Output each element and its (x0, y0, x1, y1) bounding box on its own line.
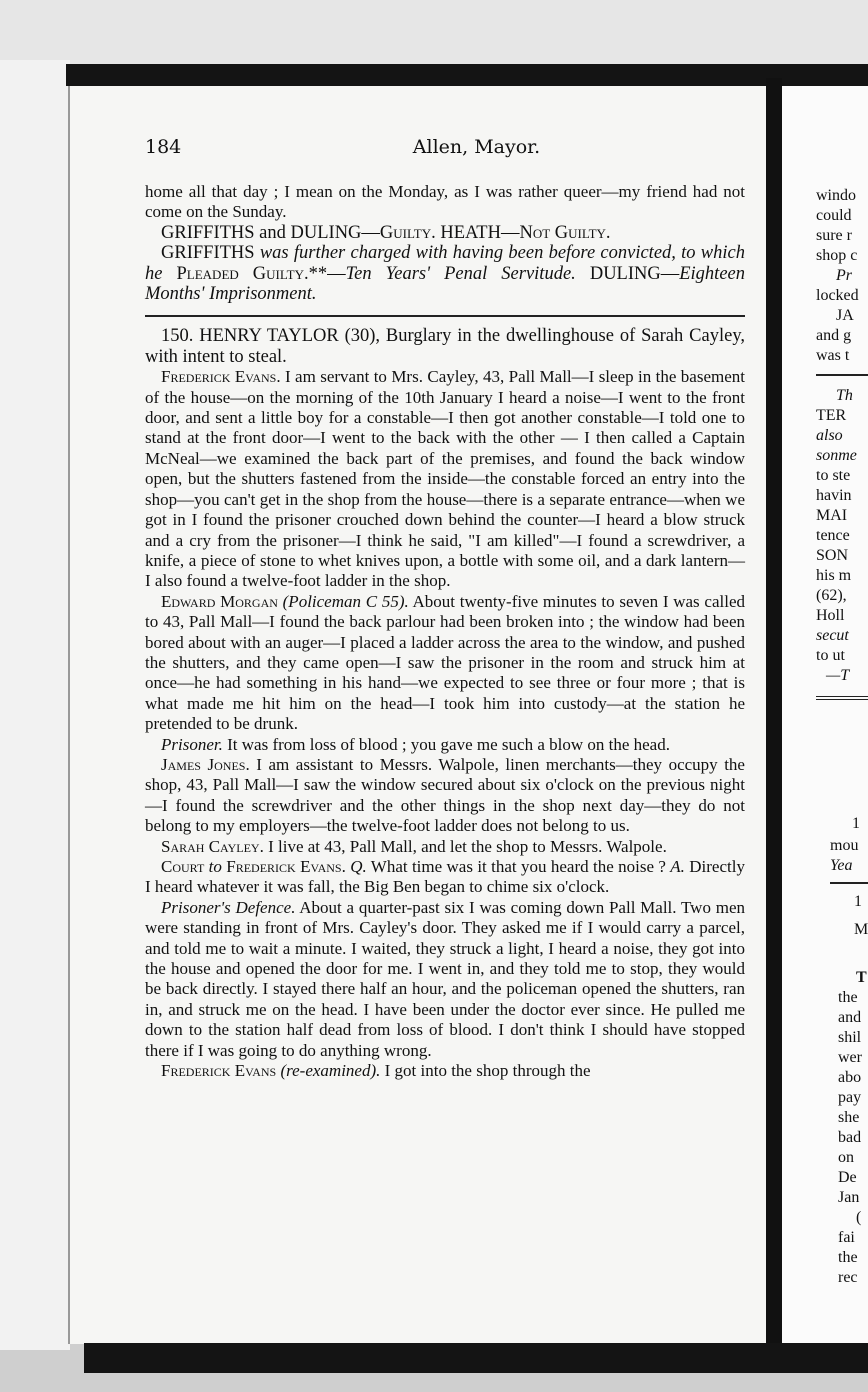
right-fragment: the (838, 989, 858, 1006)
right-fragment: locked (816, 287, 859, 304)
right-fragment: shil (838, 1029, 862, 1046)
right-fragment: M (854, 921, 868, 938)
right-fragment: she (838, 1109, 860, 1126)
scan-left-margin (0, 60, 70, 1350)
left-page (68, 86, 768, 1344)
right-fragment: sure r (816, 227, 852, 244)
right-fragment: Jan (838, 1189, 860, 1206)
right-fragment: SON (816, 547, 849, 564)
page-body (145, 182, 745, 1081)
verdict-line: GRIFFITHS and DULING—Guilty. HEATH—Not Guilty. (161, 222, 611, 243)
testimony-evans: Frederick Evans. I am servant to Mrs. Cayley, 43, Pall Mall—I sleep in the basement of the house—on the morning of the 10th January I heard a noise—I went to the front door, and sent a little boy for a constable—I then got another constable—I told one to stand at the front door—I went to the back with the other — I then called a Captain McNeal—we examined the back part of the premises, and found the back window open, but the shutters fastened from the inside—the constable forced an entry into the shop—you can't get in the shop from the house—there is a separate entrance—when we got in I found the prisoner crouched down behind the counter—I heard a blow struck and a cry from the prisoner—I think he said, "I am killed"—I found a screwdriver, a knife, a piece of stone to whet knives upon, a bottle with some oil, and a dark lantern—I also found a twelve-foot ladder in the shop. (145, 367, 745, 591)
book-binding-bottom (84, 1343, 868, 1373)
further-charge: GRIFFITHS was further charged with having been before convicted, to which he Pleaded Guilty.**—Ten Years' Penal Servitude. DULING—Eighteen Months' Imprisonment. (145, 243, 745, 305)
right-fragment: was t (816, 347, 850, 364)
page-header (145, 136, 748, 166)
court-question: Court to Frederick Evans. Q. What time was it that you heard the noise ? A. Directly I heard whatever it was fall, the Big Ben began to chime six o'clock. (145, 857, 745, 897)
right-page-fragment (782, 86, 868, 1344)
right-fragment: mou (830, 837, 859, 854)
right-fragment: could (816, 207, 852, 224)
right-divider (816, 696, 868, 700)
right-fragment: shop c (816, 247, 858, 264)
right-fragment: —T (826, 667, 850, 684)
testimony-jones: James Jones. I am assistant to Messrs. Walpole, linen merchants—they occupy the shop, 43, Pall Mall—I saw the window secured about six o'clock on the previous night—I found the screwdriver and the other things in the shop next day—they do not belong to my employers—the twelve-foot ladder does not belong to us. (145, 754, 745, 836)
right-fragment: Pr (836, 267, 852, 284)
prisoner-statement: Prisoner. It was from loss of blood ; you gave me such a blow on the head. (161, 734, 670, 754)
right-fragment: ( (856, 1209, 862, 1226)
right-fragment: wer (838, 1049, 862, 1066)
page-number: 184 (145, 136, 182, 158)
right-fragment: 1 (854, 893, 862, 910)
right-divider (830, 882, 868, 884)
right-fragment: Th (836, 387, 853, 404)
right-fragment: on (838, 1149, 854, 1166)
right-fragment: T (856, 969, 867, 986)
right-fragment: and g (816, 327, 852, 344)
right-divider (816, 374, 868, 376)
right-fragment: secut (816, 627, 849, 644)
right-fragment: also (816, 427, 843, 444)
right-fragment: and (838, 1009, 862, 1026)
testimony-cayley: Sarah Cayley. I live at 43, Pall Mall, and let the shop to Messrs. Walpole. (161, 836, 667, 856)
right-fragment: TER (816, 407, 847, 424)
running-title: Allen, Mayor. (412, 136, 541, 158)
right-fragment: MAI (816, 507, 848, 524)
right-fragment: De (838, 1169, 857, 1186)
right-fragment: Holl (816, 607, 845, 624)
right-fragment: JA (836, 307, 854, 324)
book-binding-top (66, 64, 868, 86)
right-fragment: 1 (852, 815, 860, 832)
case-heading: 150. HENRY TAYLOR (30), Burglary in the dwellinghouse of Sarah Cayley, with intent to steal. (145, 326, 745, 367)
right-fragment: rec (838, 1269, 858, 1286)
right-fragment: bad (838, 1129, 862, 1146)
right-fragment: abo (838, 1069, 862, 1086)
section-divider (145, 315, 745, 317)
right-fragment: his m (816, 567, 852, 584)
right-fragment: to ste (816, 467, 851, 484)
right-fragment: Yea (830, 857, 853, 874)
paragraph-continuation: home all that day ; I mean on the Monday, as I was rather queer—my friend had not come on the Sunday. (145, 182, 745, 222)
right-fragment: pay (838, 1089, 862, 1106)
book-gutter (766, 78, 782, 1368)
right-fragment: to ut (816, 647, 845, 664)
prisoner-defence: Prisoner's Defence. About a quarter-past six I was coming down Pall Mall. Two men were standing in front of Mrs. Cayley's door. They asked me if I would carry a parcel, and told me to wait a minute. I waited, they struck a light, I heard a noise, they got into the house and opened the door for me. I went in, and they told me to stop, they would be back directly. I stayed there half an hour, and the policeman opened the shutters, ran in, and struck me on the head. I have been under the doctor ever since. He pulled me down to the station half dead from loss of blood. I don't think I should have stopped there if I was going to do anything wrong. (145, 897, 745, 1060)
reexamination: Frederick Evans (re-examined). I got into the shop through the (161, 1061, 591, 1081)
testimony-morgan: Edward Morgan (Policeman C 55). About twenty-five minutes to seven I was called to 43, Pall Mall—I found the back parlour had been broken into ; the window had been bored about with an auger—I placed a ladder across the area to the window, and pushed the shutters, and they came open—I saw the prisoner in the room and struck him at once—he had something in his hand—we expected to see three or four more ; that is what made me hit him on the head—I took him into custody—at the station he pretended to be drunk. (145, 591, 745, 734)
right-fragment: havin (816, 487, 852, 504)
right-fragment: windo (816, 187, 856, 204)
right-fragment: fai (838, 1229, 855, 1246)
right-fragment: tence (816, 527, 850, 544)
right-fragment: the (838, 1249, 858, 1266)
right-fragment: (62), (816, 587, 847, 604)
right-fragment: sonme (816, 447, 857, 464)
